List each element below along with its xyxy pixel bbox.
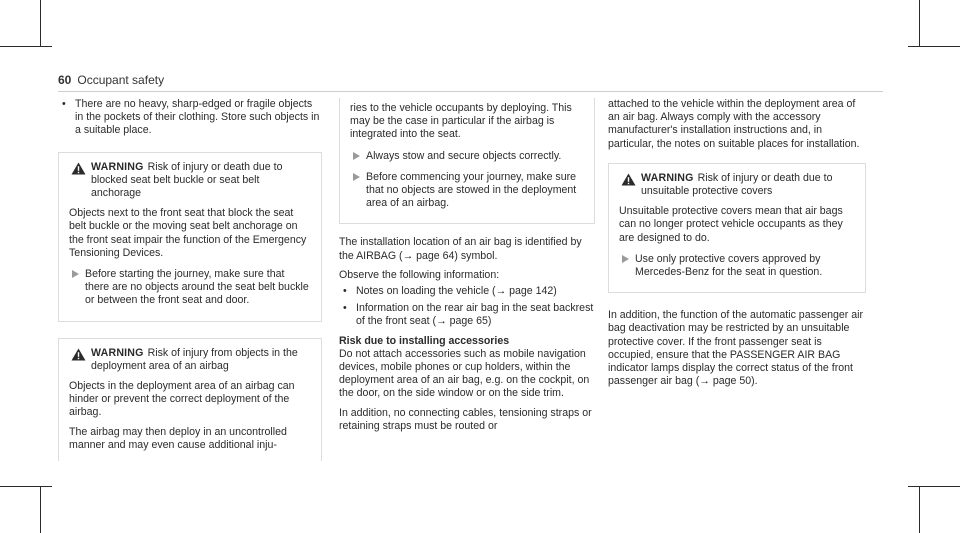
section-heading: Risk due to installing accessories (339, 334, 510, 347)
warning-title: Risk of injury from objects in the deployment area of an airbag (91, 346, 298, 372)
warning-triangle-icon (71, 348, 86, 361)
warning-triangle-icon (621, 173, 636, 186)
list-item: • There are no heavy, sharp-edged or fragile objects in the pockets of their clothing. Store such objects in a suitable place. (58, 98, 322, 138)
step-text: Always stow and secure objects correctly. (366, 149, 562, 162)
warning-box-continued (339, 98, 595, 224)
crop-mark (908, 486, 960, 487)
warning-body: The airbag may then deploy in an uncontrolled manner and may even cause additional inju- (69, 425, 287, 451)
instruction-step (350, 150, 584, 163)
warning-box-airbag-objects (58, 338, 322, 461)
instruction-step (350, 171, 584, 211)
list-item: • Information on the rear air bag in the seat backrest of the front seat (→ page 65) (339, 302, 595, 328)
section-title: Occupant safety (77, 73, 165, 87)
paragraph: The installation location of an air bag is identified by the AIRBAG (→ page 64) symbol. (339, 236, 582, 262)
instruction-step (69, 268, 311, 308)
crop-mark (919, 486, 920, 533)
step-text: Before commencing your journey, make sure that no objects are stowed in the deployment area of an airbag. (366, 170, 577, 210)
paragraph: In addition, no connecting cables, tensioning straps or retaining straps must be routed or (339, 406, 592, 432)
warning-body: Unsuitable protective covers mean that air bags can no longer protect vehicle occupants as they are designed to do. (619, 205, 843, 244)
warning-label: WARNING (91, 160, 144, 173)
crop-mark (919, 0, 920, 47)
step-text: Use only protective covers approved by Mercedes-Benz for the seat in question. (635, 252, 823, 279)
warning-body: Objects next to the front seat that block the seat belt buckle or the moving seat belt anchorage on the front seat impair the function of the Emergency Tensioning Devices. (69, 207, 307, 259)
running-header (58, 73, 164, 87)
crop-mark (908, 46, 960, 47)
paragraph: In addition, the function of the automatic passenger air bag deactivation may be restricted by an unsuitable protective cover. If the front passenger seat is occupied, ensure that the PASSENGER AIR BAG indicator lamps display the correct status of the front passenger air bag (→ page 50). (608, 309, 864, 388)
crop-mark (0, 486, 52, 487)
page-number: 60 (58, 73, 72, 87)
paragraph: attached to the vehicle within the deployment area of an air bag. Always comply with the accessory manufacturer's installation instructions and, in particular, the notes on suitable places for installation. (608, 98, 860, 150)
column-1 (58, 98, 322, 467)
instruction-step (619, 253, 855, 279)
warning-label: WARNING (641, 171, 694, 184)
warning-title: Risk of injury or death due to blocked seat belt buckle or seat belt anchorage (91, 160, 283, 200)
warning-triangle-icon (71, 162, 86, 175)
warning-box-protective-covers (608, 163, 866, 293)
warning-label: WARNING (91, 346, 144, 359)
warning-body: Objects in the deployment area of an airbag can hinder or prevent the correct deployment of the airbag. (69, 380, 295, 419)
column-3 (608, 98, 866, 394)
paragraph: Observe the following information: (339, 268, 500, 281)
warning-header (619, 172, 855, 198)
warning-header (69, 347, 311, 373)
crop-mark (40, 486, 41, 533)
header-rule (58, 91, 883, 92)
column-2 (339, 98, 595, 439)
crop-mark (0, 46, 52, 47)
crop-mark (40, 0, 41, 47)
warning-box-blocked-seat-belt (58, 152, 322, 322)
paragraph: Do not attach accessories such as mobile navigation devices, mobile phones or cup holders, within the deployment area of an air bag, e.g. on the cockpit, on the door, on the side window or on the side trim. (339, 347, 590, 400)
list-item: • Notes on loading the vehicle (→ page 142) (339, 285, 595, 298)
warning-header (69, 161, 311, 201)
warning-body: ries to the vehicle occupants by deploying. This may be the case in particular if the airbag is integrated into the seat. (350, 102, 572, 141)
warning-title: Risk of injury or death due to unsuitable protective covers (641, 171, 833, 198)
step-text: Before starting the journey, make sure that there are no objects around the seat belt buckle or between the front seat and door. (85, 268, 309, 307)
